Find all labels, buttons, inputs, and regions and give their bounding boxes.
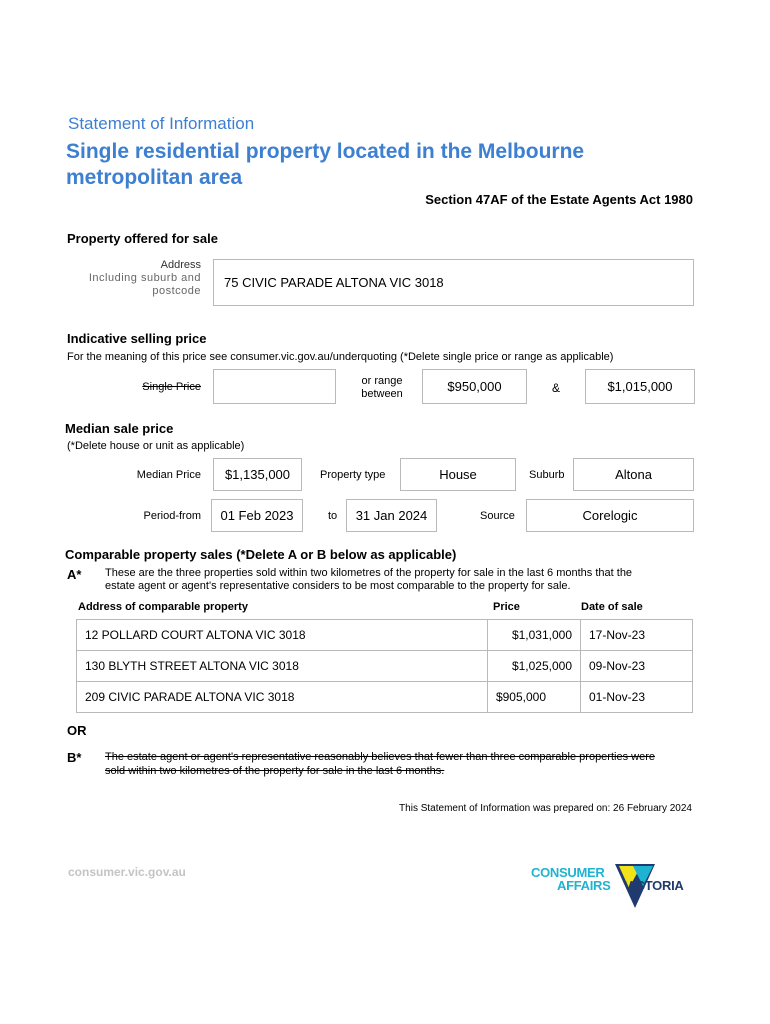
period-to-field[interactable] <box>346 499 437 532</box>
column-header-address: Address of comparable property <box>78 601 248 613</box>
column-header-date: Date of sale <box>581 601 643 613</box>
option-a-text <box>105 567 632 593</box>
property-type-label: Property type <box>320 469 386 481</box>
option-b-text <box>105 750 655 778</box>
or-label: OR <box>67 723 87 738</box>
period-to-value: 31 Jan 2024 <box>355 508 428 523</box>
row-price: $905,000 <box>487 682 580 713</box>
option-a-text-line-1: These are the three properties sold within two kilometres of the property for sale in the last 6 months that the <box>105 567 633 579</box>
source-label: Source <box>480 510 515 522</box>
indicative-section-title: Indicative selling price <box>67 331 207 346</box>
suburb-value: Altona <box>615 467 652 482</box>
row-date: 01-Nov-23 <box>581 682 693 713</box>
logo-text-victoria: VICTORIA <box>624 878 684 893</box>
property-section-title: Property offered for sale <box>67 231 218 246</box>
option-a-marker: A* <box>67 567 82 582</box>
row-date: 09-Nov-23 <box>581 651 693 682</box>
period-from-value: 01 Feb 2023 <box>220 508 294 523</box>
option-b-text-line-2: sold within two kilometres of the property for sale in the last 6 months. <box>105 765 445 777</box>
range-label <box>350 375 414 401</box>
prepared-on: This Statement of Information was prepared on: 26 February 2024 <box>399 803 692 814</box>
range-high-field[interactable] <box>585 369 695 404</box>
property-type-field[interactable] <box>400 458 516 491</box>
source-field[interactable] <box>526 499 694 532</box>
single-price-label: Single Price <box>142 381 201 393</box>
suburb-field[interactable] <box>573 458 694 491</box>
option-b-marker: B* <box>67 750 82 765</box>
row-price: $1,031,000 <box>487 620 580 651</box>
median-section-title: Median sale price <box>65 421 174 436</box>
option-b-text-line-1: The estate agent or agent's representative reasonably believes that fewer than three comparable properties were <box>105 751 655 763</box>
period-from-field[interactable] <box>211 499 303 532</box>
address-value: 75 CIVIC PARADE ALTONA VIC 3018 <box>224 275 444 290</box>
option-a-text-line-2: estate agent or agent's representative considers to be most comparable to the property for sale. <box>105 580 571 592</box>
address-label-line-2: Including suburb and <box>88 272 201 284</box>
range-high-value: $1,015,000 <box>607 379 673 394</box>
address-field[interactable] <box>213 259 694 306</box>
row-address: 130 BLYTH STREET ALTONA VIC 3018 <box>77 651 488 682</box>
column-header-price: Price <box>493 601 520 613</box>
main-title-line-1: Single residential property located in the Melbourne <box>66 140 585 163</box>
suburb-label: Suburb <box>529 469 565 481</box>
row-address: 209 CIVIC PARADE ALTONA VIC 3018 <box>77 682 488 713</box>
act-reference: Section 47AF of the Estate Agents Act 1980 <box>425 192 693 207</box>
row-price: $1,025,000 <box>487 651 580 682</box>
source-value: Corelogic <box>582 508 638 523</box>
statement-title: Statement of Information <box>68 114 255 133</box>
range-low-value: $950,000 <box>447 379 502 394</box>
logo-text-affairs: AFFAIRS <box>557 878 611 893</box>
range-label-line-1: or range <box>361 375 403 387</box>
address-label-line-3: postcode <box>152 285 201 297</box>
address-label-line-1: Address <box>160 259 201 271</box>
comparable-sales-table <box>76 619 693 713</box>
comparable-section-title: Comparable property sales (*Delete A or B below as applicable) <box>65 547 457 562</box>
consumer-affairs-victoria-logo <box>531 862 701 912</box>
table-row <box>77 620 693 651</box>
property-type-value: House <box>439 467 477 482</box>
indicative-note: For the meaning of this price see consumer.vic.gov.au/underquoting (*Delete single price or range as applicable) <box>67 351 614 363</box>
single-price-field[interactable] <box>213 369 336 404</box>
median-note: (*Delete house or unit as applicable) <box>67 440 245 452</box>
row-date: 17-Nov-23 <box>581 620 693 651</box>
range-low-field[interactable] <box>422 369 527 404</box>
logo-text-consumer: CONSUMER <box>531 865 605 880</box>
address-label <box>70 259 201 298</box>
table-row <box>77 682 693 713</box>
main-title-line-2: metropolitan area <box>66 166 243 189</box>
website-link[interactable]: consumer.vic.gov.au <box>68 865 186 879</box>
range-label-line-2: between <box>361 388 403 400</box>
median-price-field[interactable] <box>213 458 302 491</box>
period-from-label: Period-from <box>143 510 201 522</box>
to-label: to <box>328 510 338 522</box>
median-price-label: Median Price <box>136 469 201 481</box>
range-and: & <box>552 381 561 395</box>
row-address: 12 POLLARD COURT ALTONA VIC 3018 <box>77 620 488 651</box>
median-price-value: $1,135,000 <box>224 467 291 482</box>
table-row <box>77 651 693 682</box>
